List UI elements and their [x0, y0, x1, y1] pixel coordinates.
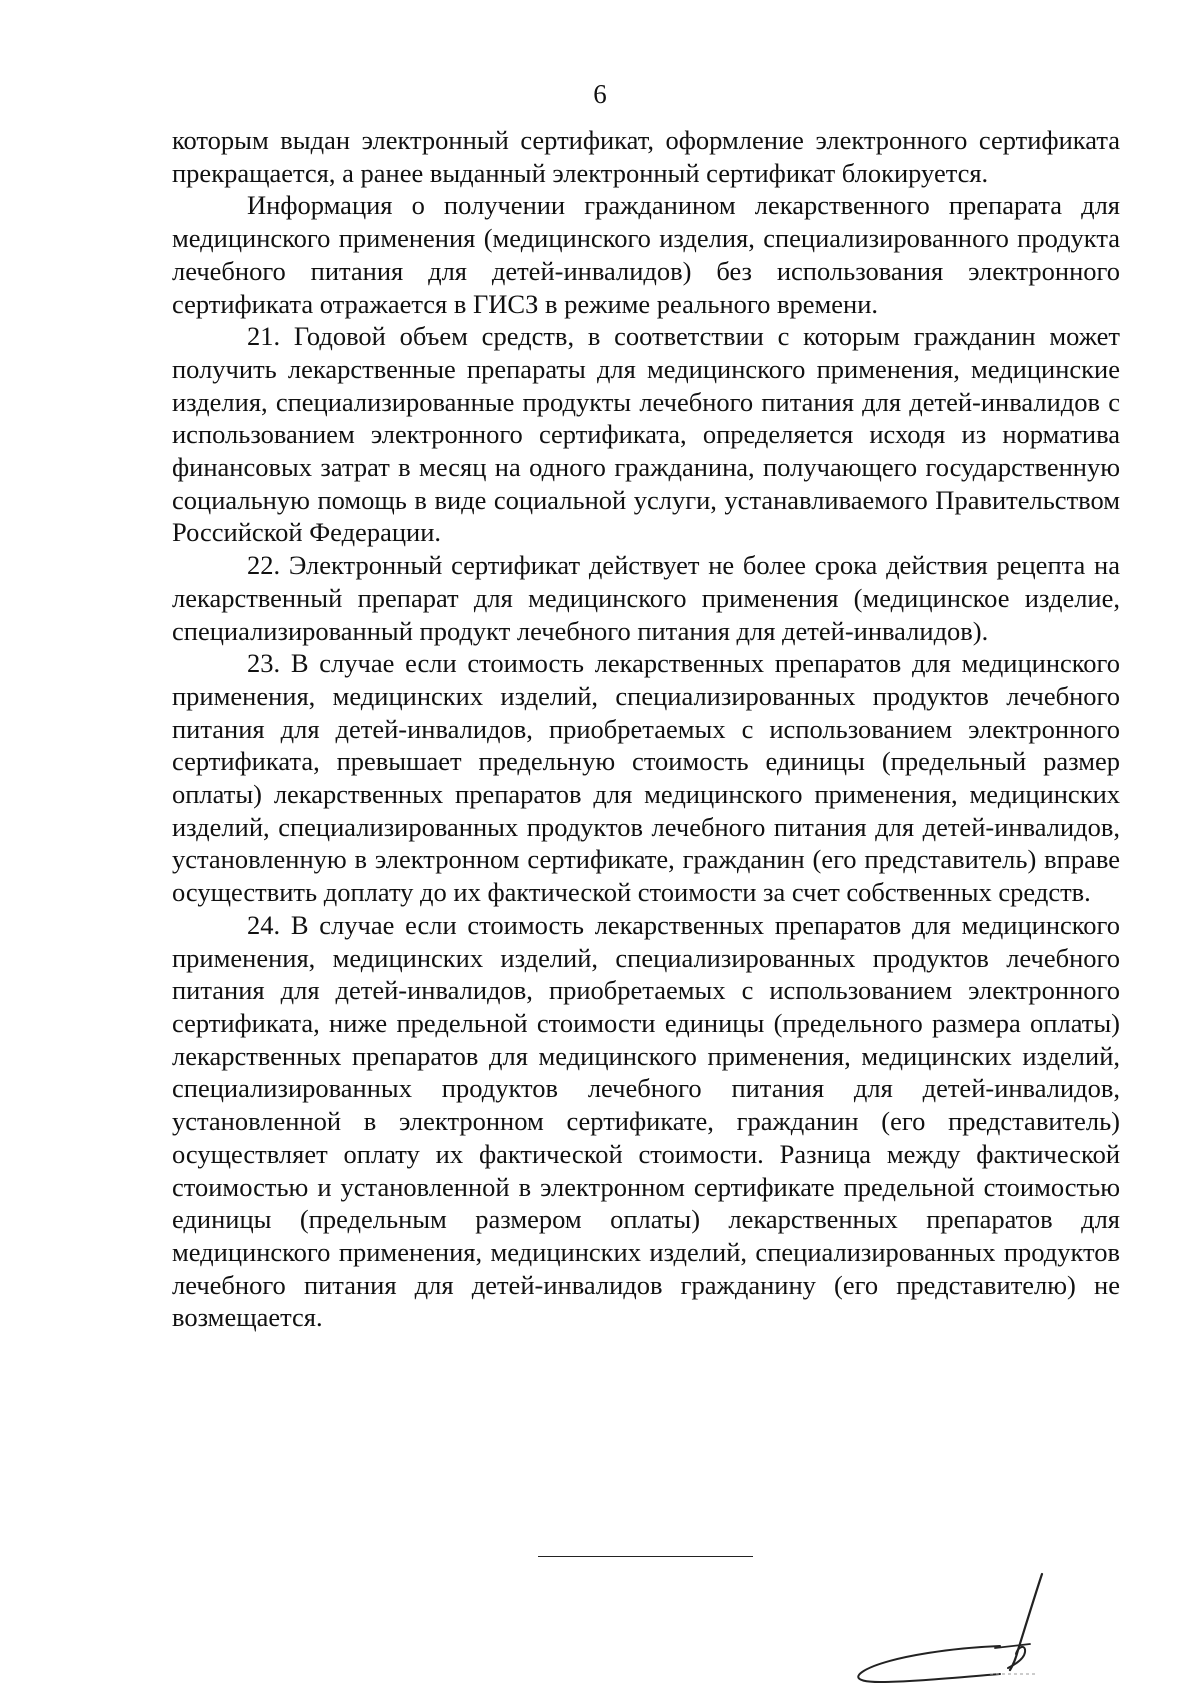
paragraph-continuation: которым выдан электронный сертификат, оформление электронного сертификата прекращается, а ранее выданный электронный сертификат блокируется.: [172, 125, 1120, 188]
signature-mark: [840, 1570, 1100, 1690]
paragraph-item-21: 21. Годовой объем средств, в соответствии с которым гражданин может получить лекарственные препараты для медицинского применения, медицинские изделия, специализированные продукты лечебного питания для детей-инвалидов с использованием электронного сертификата, определяется исходя из норматива финансовых затрат в месяц на одного гражданина, получающего государственную социальную помощь в виде социальной услуги, устанавливаемого Правительством Российской Федерации.: [172, 321, 1120, 548]
signature-icon: [840, 1570, 1100, 1690]
paragraph-item-24: 24. В случае если стоимость лекарственных препаратов для медицинского применения, медицинских изделий, специализированных продуктов лечебного питания для детей-инвалидов, приобретаемых с использованием электронного сертификата, ниже предельной стоимости единицы (предельного размера оплаты) лекарственных препаратов для медицинского применения, медицинских изделий, специализированных продуктов лечебного питания для детей-инвалидов, установленной в электронном сертификате, гражданин (его представитель) осуществляет оплату их фактической стоимости. Разница между фактической стоимостью и установленной в электронном сертификате предельной стоимостью единицы (предельным размером оплаты) лекарственных препаратов для медицинского применения, медицинских изделий, специализированных продуктов лечебного питания для детей-инвалидов гражданину (его представителю) не возмещается.: [172, 909, 1120, 1333]
end-of-text-rule: [538, 1556, 753, 1557]
paragraph-item-23: 23. В случае если стоимость лекарственных препаратов для медицинского применения, медицинских изделий, специализированных продуктов лечебного питания для детей-инвалидов, приобретаемых с использованием электронного сертификата, превышает предельную стоимость единицы (предельный размер оплаты) лекарственных препаратов для медицинского применения, медицинских изделий, специализированных продуктов лечебного питания для детей-инвалидов, установленную в электронном сертификате, гражданин (его представитель) вправе осуществить доплату до их фактической стоимости за счет собственных средств.: [172, 648, 1120, 908]
paragraph-gisz-info: Информация о получении гражданином лекарственного препарата для медицинского применения (медицинского изделия, специализированного продукта лечебного питания для детей-инвалидов) без использования электронного сертификата отражается в ГИСЗ в режиме реального времени.: [172, 190, 1120, 319]
paragraph-item-22: 22. Электронный сертификат действует не более срока действия рецепта на лекарственный препарат для медицинского применения (медицинское изделие, специализированный продукт лечебного питания для детей-инвалидов).: [172, 550, 1120, 646]
document-body: [172, 124, 1120, 1334]
page-number: 6: [593, 79, 607, 109]
